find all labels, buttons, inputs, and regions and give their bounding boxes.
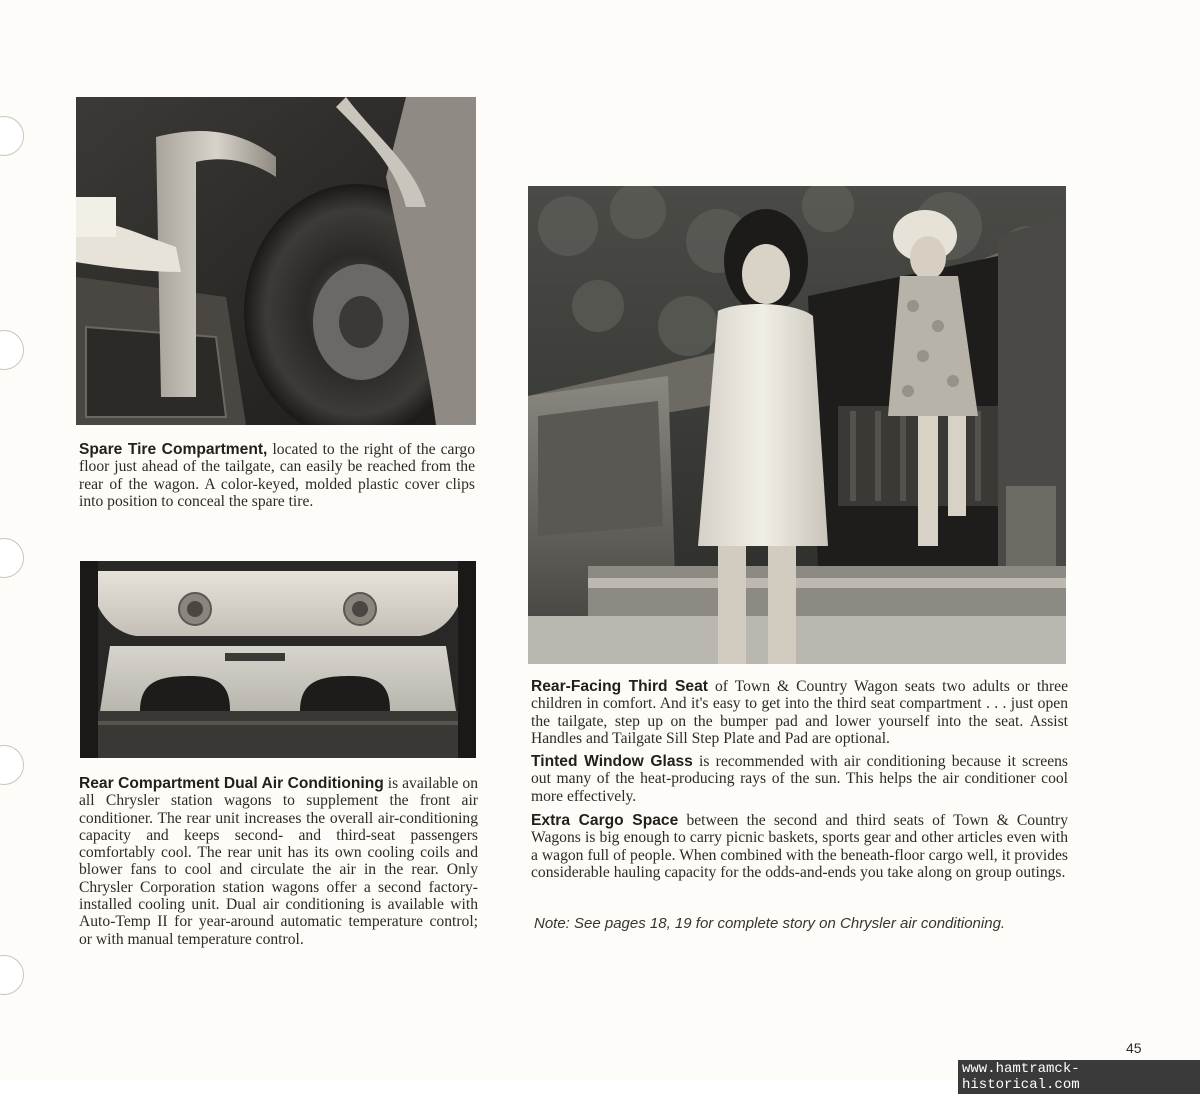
- third-seat-caption: [531, 678, 1068, 747]
- caption-lead: Spare Tire Compartment,: [79, 441, 268, 458]
- binder-hole: [0, 116, 24, 156]
- caption-body: is recommended with air conditioning because it screens out many of the heat-producing rays of the sun. This helps the air conditioner cool more effectively.: [531, 753, 1068, 805]
- cargo-space-caption: [531, 812, 1068, 881]
- third-seat-photo: [528, 186, 1066, 664]
- binder-hole: [0, 330, 24, 370]
- caption-lead: Extra Cargo Space: [531, 812, 679, 829]
- caption-body: located to the right of the cargo floor just ahead of the tailgate, can easily be reached from the rear of the wagon. A color-keyed, molded plastic cover clips into position to conceal the spare tire.: [79, 441, 475, 510]
- page-number: 45: [1126, 1040, 1142, 1056]
- caption-body: of Town & Country Wagon seats two adults or three children in comfort. And it's easy to get into the third seat compartment . . . just open the tailgate, step up on the bumper pad and lower yourself into the seat. Assist Handles and Tailgate Sill Step Plate and Pad are optional.: [531, 678, 1068, 747]
- binder-hole: [0, 955, 24, 995]
- caption-body: between the second and third seats of Town & Country Wagons is big enough to carry picnic baskets, sports gear and other articles even with a wagon full of people. When combined with the beneath-floor cargo well, it provides considerable hauling capacity for the odds-and-ends you take along on group outings.: [531, 812, 1069, 881]
- binder-hole: [0, 538, 24, 578]
- spare-tire-photo: [76, 97, 476, 425]
- caption-lead: Rear Compartment Dual Air Conditioning: [79, 775, 384, 792]
- spare-tire-caption: [79, 441, 475, 510]
- binder-hole: [0, 745, 24, 785]
- caption-body: is available on all Chrysler station wagons to supplement the front air conditioner. The rear unit increases the overall air-conditioning capacity and keeps second- and third-seat passengers comfortably cool. The rear unit has its own cooling coils and blower fans to cool and circulate the air in the rear. Only Chrysler Corporation station wagons offer a second factory-installed cooling unit. Dual air conditioning is available with Auto-Temp II for year-around automatic temperature control; or with manual temperature control.: [79, 775, 478, 948]
- rear-air-caption: [79, 775, 478, 948]
- caption-lead: Tinted Window Glass: [531, 753, 693, 770]
- air-conditioning-note: Note: See pages 18, 19 for complete story on Chrysler air conditioning.: [534, 915, 1006, 932]
- caption-lead: Rear-Facing Third Seat: [531, 678, 708, 695]
- rear-air-conditioning-photo: [80, 561, 476, 758]
- tinted-glass-caption: [531, 753, 1068, 805]
- site-watermark: www.hamtramck-historical.com: [958, 1060, 1200, 1094]
